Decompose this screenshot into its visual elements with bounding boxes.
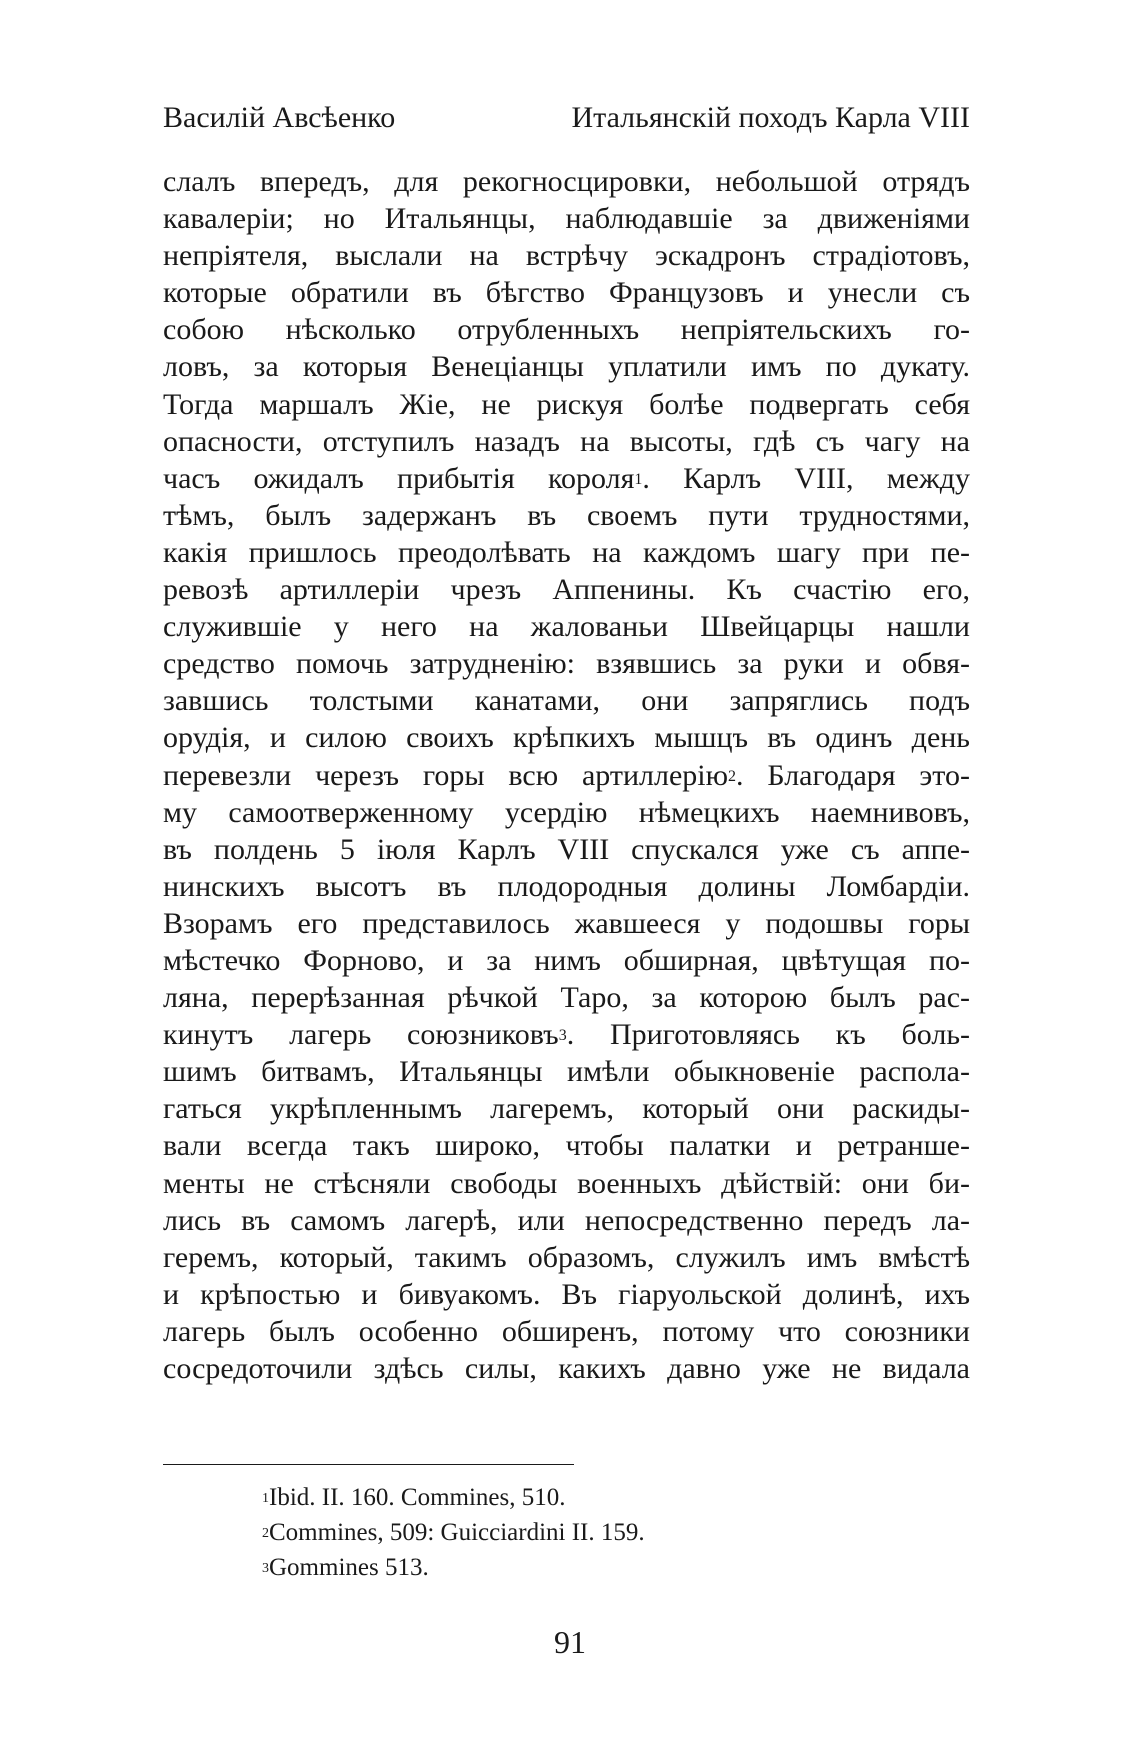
text-line: собою нѣсколько отрубленныхъ непріятельскихъ го- bbox=[163, 313, 970, 347]
text-line: тѣмъ, былъ задержанъ въ своемъ пути трудностями, bbox=[163, 498, 970, 532]
footnote-reference[interactable]: 1 bbox=[634, 470, 643, 488]
text-line: нинскихъ высотъ въ плодородныя долины Ломбардіи. bbox=[163, 869, 970, 903]
text-line bbox=[163, 460, 970, 497]
text-line bbox=[163, 757, 970, 794]
text-line: слалъ впередъ, для рекогносцировки, небольшой отрядъ bbox=[163, 165, 970, 198]
text-line: какія пришлось преодолѣвать на каждомъ шагу при пе- bbox=[163, 535, 970, 569]
text-segment: перевезли черезъ горы всю артиллерію bbox=[163, 758, 729, 792]
text-line: въ полдень 5 іюля Карлъ VIII спускался уже съ аппе- bbox=[163, 832, 970, 866]
text-line: непріятеля, выслали на встрѣчу эскадронъ страдіотовъ, bbox=[163, 239, 970, 273]
text-line: шимъ битвамъ, Итальянцы имѣли обыкновеніе распола- bbox=[163, 1055, 970, 1089]
page-number: 91 bbox=[554, 1624, 586, 1660]
footnote-mark: 3 bbox=[262, 1561, 269, 1576]
footnote-mark: 2 bbox=[262, 1526, 269, 1541]
text-line: Взорамъ его представилось жавшееся у подошвы горы bbox=[163, 906, 970, 940]
text-segment: . Карлъ VIII, между bbox=[642, 461, 970, 495]
body-text bbox=[163, 163, 970, 1387]
footnote-divider bbox=[163, 1464, 574, 1465]
footnote-text: Ibid. II. 160. Commines, 510. bbox=[269, 1484, 566, 1511]
text-segment: часъ ожидалъ прибытія короля bbox=[163, 461, 635, 495]
footnotes bbox=[262, 1480, 645, 1585]
text-segment: . Благодаря это- bbox=[736, 758, 970, 792]
footnote-text: Gommines 513. bbox=[269, 1554, 429, 1581]
text-line: лагерь былъ особенно обширенъ, потому что союзники bbox=[163, 1314, 970, 1348]
text-line: лись въ самомъ лагерѣ, или непосредственно передъ ла- bbox=[163, 1203, 970, 1237]
text-line: мѣстечко Форново, и за нимъ обширная, цвѣтущая по- bbox=[163, 943, 970, 977]
text-segment: . Приготовляясь къ боль- bbox=[566, 1018, 971, 1052]
footnote bbox=[262, 1550, 645, 1585]
text-line: средство помочь затрудненію: взявшись за руки и обвя- bbox=[163, 647, 970, 681]
text-line: завшись толстыми канатами, они запряглись подъ bbox=[163, 684, 970, 718]
text-line: сосредоточили здѣсь силы, какихъ давно уже не видала bbox=[163, 1352, 970, 1385]
running-header bbox=[163, 98, 970, 138]
text-line: кавалеріи; но Итальянцы, наблюдавшіе за движеніями bbox=[163, 202, 970, 236]
text-line: му самоотверженному усердію нѣмецкихъ наемнивовъ, bbox=[163, 795, 970, 829]
footnote bbox=[262, 1515, 645, 1550]
text-line: ляна, перерѣзанная рѣчкой Таро, за которою былъ рас- bbox=[163, 981, 970, 1015]
text-line: Тогда маршалъ Жіе, не рискуя болѣе подвергать себя bbox=[163, 387, 970, 421]
text-line: и крѣпостью и бивуакомъ. Въ гіаруольской долинѣ, ихъ bbox=[163, 1277, 970, 1311]
footnote-text: Commines, 509: Guicciardini II. 159. bbox=[269, 1519, 645, 1546]
footnote-mark: 1 bbox=[262, 1491, 269, 1506]
text-line: служившіе у него на жалованьи Швейцарцы нашли bbox=[163, 610, 970, 644]
text-line: вали всегда такъ широко, чтобы палатки и ретранше- bbox=[163, 1129, 970, 1163]
header-author: Василій Авсѣенко bbox=[163, 101, 396, 134]
text-line bbox=[163, 1016, 970, 1053]
footnote-reference[interactable]: 3 bbox=[558, 1027, 567, 1045]
footnote-reference[interactable]: 2 bbox=[728, 767, 737, 785]
text-line: ревозѣ артиллеріи чрезъ Аппенины. Къ счастію его, bbox=[163, 573, 970, 607]
text-line: опасности, отступилъ назадъ на высоты, гдѣ съ чагу на bbox=[163, 424, 970, 458]
header-title: Итальянскій походъ Карла VIII bbox=[571, 101, 970, 134]
footnote bbox=[262, 1480, 645, 1515]
text-line: менты не стѣсняли свободы военныхъ дѣйствій: они би- bbox=[163, 1166, 970, 1200]
text-line: геремъ, который, такимъ образомъ, служилъ имъ вмѣстѣ bbox=[163, 1240, 970, 1274]
text-line: гаться укрѣпленнымъ лагеремъ, который они раскиды- bbox=[163, 1092, 970, 1126]
text-line: орудія, и силою своихъ крѣпкихъ мышцъ въ одинъ день bbox=[163, 721, 970, 755]
text-line: ловъ, за которыя Венеціанцы уплатили имъ по дукату. bbox=[163, 350, 970, 384]
text-line: которые обратили въ бѣгство Французовъ и унесли съ bbox=[163, 276, 970, 310]
text-segment: кинутъ лагерь союзниковъ bbox=[163, 1018, 559, 1052]
